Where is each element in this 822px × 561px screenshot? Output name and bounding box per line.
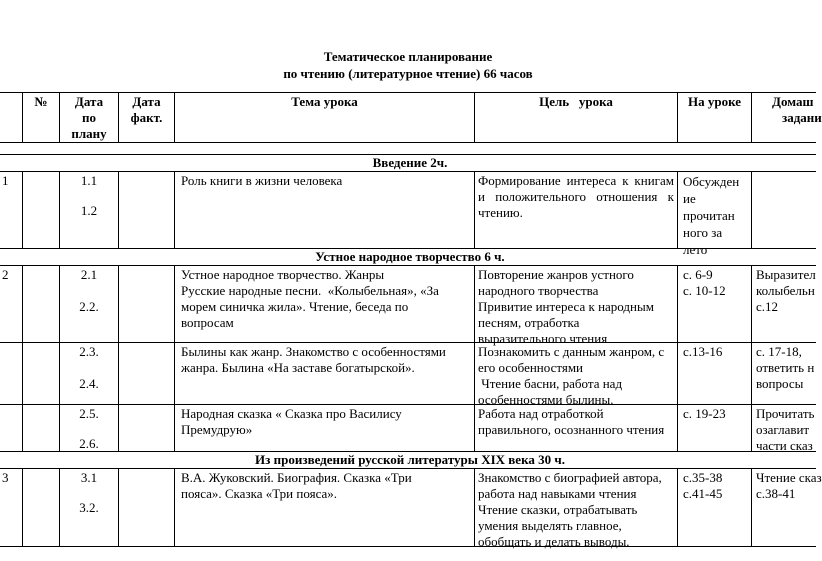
homework-line: Выразител <box>756 267 816 282</box>
header-plan-date <box>60 94 118 142</box>
header-plan-date-line: плану <box>71 126 107 141</box>
table-line <box>474 171 475 248</box>
header-goal: Цель урока <box>539 94 613 109</box>
in-lesson-line: с. 6-9 <box>683 267 713 282</box>
in-lesson-line: ного за <box>683 225 723 240</box>
lesson-number: 2.4. <box>79 376 99 391</box>
lesson-goal-line: работа над навыками чтения <box>478 486 637 501</box>
lesson-number: 1.2 <box>80 203 98 218</box>
lesson-number: 1.1 <box>80 173 98 188</box>
table-line <box>0 468 816 469</box>
lesson-number: 2.3. <box>79 344 99 359</box>
in-lesson-line: ие <box>683 191 696 206</box>
lesson-topic: Роль книги в жизни человека <box>181 173 343 188</box>
row-number: 2 <box>2 267 9 282</box>
homework-line: вопросы <box>756 376 804 391</box>
lesson-topic <box>181 470 473 502</box>
in-lesson: с. 19-23 <box>683 406 726 421</box>
in-lesson-line: с. 10-12 <box>683 283 726 298</box>
lesson-goal-line: народного творчества <box>478 283 599 298</box>
table-line <box>474 468 475 546</box>
lesson-goal-line: правильного, осознанного чтения <box>478 422 665 437</box>
homework-line: части сказ <box>756 438 813 453</box>
lesson-topic-line: пояса». Сказка «Три пояса». <box>181 486 338 501</box>
lesson-goal <box>478 267 676 347</box>
table-line <box>0 546 816 547</box>
document-title: Тематическое планирование <box>323 49 493 64</box>
table-line <box>0 342 816 343</box>
homework-line: колыбельн <box>756 283 815 298</box>
lesson-number: 2.5. <box>79 406 99 421</box>
table-line <box>751 171 752 248</box>
lesson-number: 2.1 <box>80 267 98 282</box>
table-line <box>118 468 119 546</box>
lesson-goal-line: Привитие интереса к народным <box>478 299 654 314</box>
lesson-number: 2.6. <box>79 436 99 451</box>
table-line <box>751 468 752 546</box>
lesson-goal-line: особенностями былины. <box>478 392 614 407</box>
table-line <box>677 265 678 451</box>
row-number: 1 <box>2 173 9 188</box>
lesson-topic-line: Устное народное творчество. Жанры <box>181 267 385 282</box>
table-line <box>22 468 23 546</box>
homework-line: Чтение сказ <box>756 470 822 485</box>
header-in-lesson: На уроке <box>687 94 742 109</box>
homework <box>756 267 816 315</box>
lesson-topic-line: Былины как жанр. Знакомство с особенностями <box>181 344 446 359</box>
homework-line: с. 17-18, <box>756 344 802 359</box>
lesson-number: 2.2. <box>79 299 99 314</box>
table-line <box>118 265 119 451</box>
document-subtitle: по чтению (литературное чтение) 66 часов <box>283 66 533 81</box>
lesson-topic <box>181 406 473 438</box>
header-homework <box>752 94 822 126</box>
header-number: № <box>34 94 48 109</box>
section-heading: Введение 2ч. <box>372 155 448 170</box>
lesson-topic-line: Премудрую» <box>181 422 253 437</box>
lesson-goal: Формирование интереса к книгам и положительного отношения к чтению. <box>478 173 674 220</box>
lesson-goal-line: Чтение сказки, отрабатывать <box>478 502 638 517</box>
table-line <box>0 92 816 93</box>
section-heading: Устное народное творчество 6 ч. <box>315 249 505 264</box>
lesson-number: 3.1 <box>80 470 98 485</box>
lesson-topic <box>181 344 473 376</box>
in-lesson <box>683 267 751 299</box>
homework-line: с.38-41 <box>756 486 796 501</box>
table-line <box>0 265 816 266</box>
header-fact-date-line: факт. <box>130 110 163 125</box>
table-line <box>118 171 119 248</box>
lesson-goal-line: выразительного чтения <box>478 331 608 346</box>
lesson-goal-line: Знакомство с биографией автора, <box>478 470 662 485</box>
homework-line: с.12 <box>756 299 779 314</box>
lesson-goal-line: Чтение басни, работа над <box>478 376 623 391</box>
table-line <box>0 142 816 143</box>
header-plan-date-line: Дата <box>74 94 104 109</box>
in-lesson-line: прочитан <box>683 208 735 223</box>
table-line <box>0 404 816 405</box>
table-line <box>0 171 816 172</box>
homework <box>756 470 822 502</box>
lesson-topic-line: Русские народные песни. «Колыбельная», «За <box>181 283 439 298</box>
lesson-goal <box>478 470 676 550</box>
lesson-topic <box>181 267 473 331</box>
lesson-goal-line: Работа над отработкой <box>478 406 604 421</box>
header-fact-date-line: Дата <box>132 94 161 109</box>
header-homework-line: задани <box>782 110 822 125</box>
lesson-goal-line: песням, отработка <box>478 315 580 330</box>
table-line <box>474 265 475 451</box>
table-line <box>22 171 23 248</box>
in-lesson <box>683 470 751 502</box>
in-lesson-line: с.41-45 <box>683 486 723 501</box>
table-line <box>174 265 175 451</box>
header-topic: Тема урока <box>291 94 358 109</box>
in-lesson <box>683 173 751 258</box>
lesson-topic-line: жанра. Былина «На заставе богатырской». <box>181 360 415 375</box>
table-line <box>677 171 678 248</box>
lesson-topic-line: вопросам <box>181 315 234 330</box>
header-homework-line: Домаш <box>772 94 814 109</box>
lesson-topic-line: морем синичка жила». Чтение, беседа по <box>181 299 409 314</box>
homework-line: ответить н <box>756 360 815 375</box>
homework <box>756 406 816 454</box>
lesson-goal-line: его особенностями <box>478 360 584 375</box>
table-line <box>751 265 752 451</box>
homework-line: озаглавит <box>756 422 810 437</box>
in-lesson-line: с.35-38 <box>683 470 723 485</box>
lesson-goal-line: Познакомить с данным жанром, с <box>478 344 665 359</box>
lesson-goal-line: Повторение жанров устного <box>478 267 634 282</box>
lesson-topic-line: В.А. Жуковский. Биография. Сказка «Три <box>181 470 412 485</box>
lesson-goal <box>478 344 676 408</box>
homework <box>756 344 816 392</box>
lesson-goal-line: обобщать и делать выводы. <box>478 534 630 549</box>
lesson-goal <box>478 406 676 438</box>
table-line <box>22 265 23 451</box>
table-line <box>174 468 175 546</box>
homework-line: Прочитать <box>756 406 815 421</box>
header-fact-date <box>119 94 174 126</box>
header-plan-date-line: по <box>82 110 96 125</box>
lesson-topic-line: Народная сказка « Сказка про Василису <box>181 406 402 421</box>
table-line <box>174 171 175 248</box>
row-number: 3 <box>2 470 9 485</box>
lesson-number: 3.2. <box>79 500 99 515</box>
in-lesson-line: Обсужден <box>683 174 740 189</box>
section-heading: Из произведений русской литературы XIX века 30 ч. <box>255 452 565 467</box>
lesson-goal-line: умения выделять главное, <box>478 518 622 533</box>
in-lesson-line: лето <box>683 242 708 257</box>
table-line <box>677 468 678 546</box>
in-lesson: с.13-16 <box>683 344 723 359</box>
